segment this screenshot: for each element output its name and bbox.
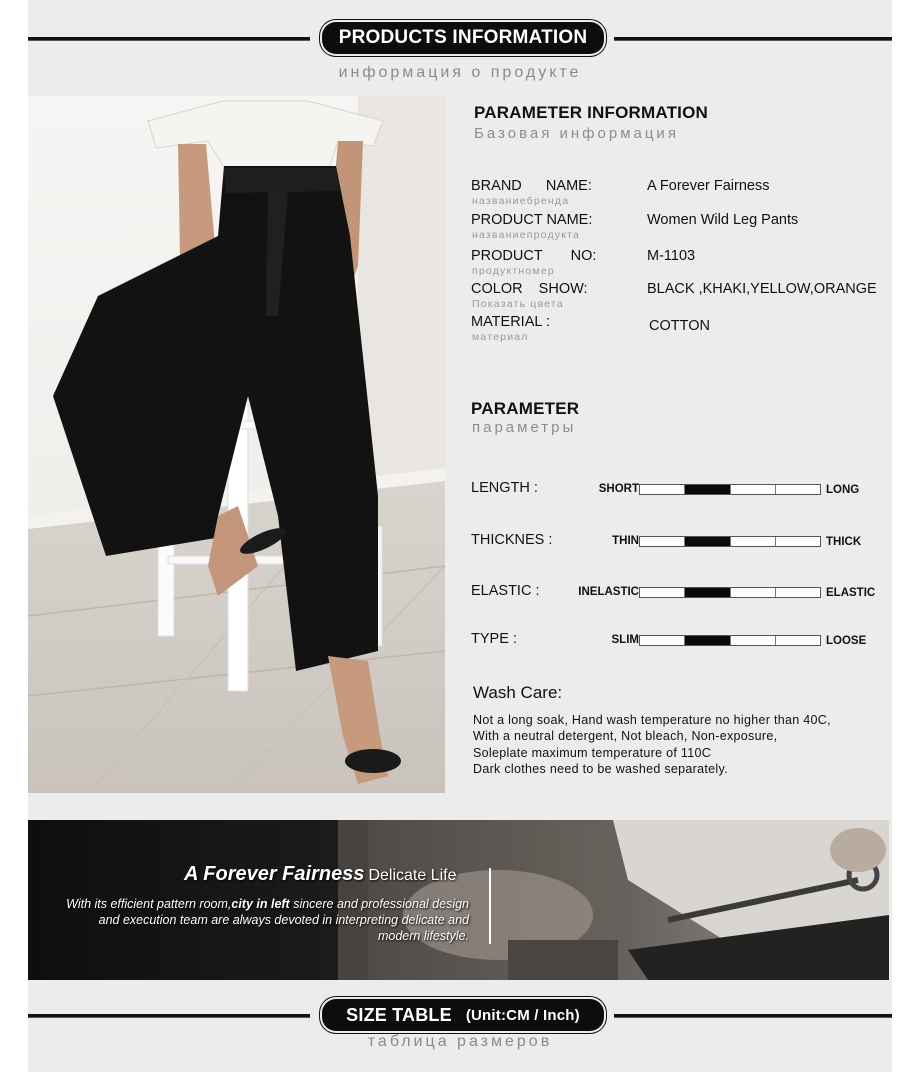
scale-bar <box>639 635 821 646</box>
info-value: COTTON <box>649 318 710 334</box>
scale-low-label: INELASTIC <box>578 586 639 598</box>
scale-label: TYPE : <box>471 631 517 647</box>
brand-description <box>29 896 469 944</box>
scale-segment <box>640 485 685 494</box>
info-sublabel: названиебренда <box>472 195 570 207</box>
scale-high-label: THICK <box>826 536 862 548</box>
wash-care-title: Wash Care: <box>473 683 563 702</box>
info-sublabel: продуктномер <box>472 265 555 277</box>
scale-segment <box>731 537 776 546</box>
scale-segment <box>776 537 820 546</box>
scale-low-label: THIN <box>612 535 639 547</box>
scale-high-label: LONG <box>826 484 860 496</box>
banner-rule-right <box>614 37 892 41</box>
brand-text: and execution team are always devoted in interpreting delicate and <box>98 913 469 927</box>
parameter-subtitle: параметры <box>472 419 577 436</box>
scale-label: THICKNES : <box>471 532 553 548</box>
section-title: PRODUCTS INFORMATION <box>322 22 604 54</box>
size-table-banner <box>28 997 892 1050</box>
wash-care-line: Soleplate maximum temperature of 110C <box>473 746 712 760</box>
scale-segment-filled <box>685 636 730 645</box>
info-value: BLACK ,KHAKI,YELLOW,ORANGE <box>647 281 877 297</box>
brand-text: With its efficient pattern room, <box>66 897 232 911</box>
banner-rule-left <box>28 37 310 41</box>
parameter-information-title: PARAMETER INFORMATION <box>474 103 708 122</box>
scale-segment <box>640 588 685 597</box>
brand-divider <box>489 868 491 944</box>
info-sublabel: материал <box>472 331 529 343</box>
info-value: M-1103 <box>647 248 696 264</box>
info-label: PRODUCT NAME: <box>471 212 593 228</box>
info-sublabel: Показать цвета <box>472 298 564 310</box>
scale-segment-filled <box>685 537 730 546</box>
scale-segment <box>776 588 820 597</box>
brand-banner <box>28 820 889 980</box>
scale-label: ELASTIC : <box>471 583 540 599</box>
banner-rule-left <box>28 1014 310 1018</box>
scale-segment-filled <box>685 588 730 597</box>
info-label: PRODUCT NO: <box>471 248 597 264</box>
scale-high-label: LOOSE <box>826 635 867 647</box>
scale-thickness <box>471 532 891 552</box>
product-photo <box>28 96 445 793</box>
size-table-unit: (Unit:CM / Inch) <box>465 1006 580 1024</box>
brand-headline <box>184 863 457 886</box>
scale-segment <box>776 636 820 645</box>
scale-segment <box>731 485 776 494</box>
banner-rule-right <box>614 1014 892 1018</box>
scale-label: LENGTH : <box>471 480 538 496</box>
info-sublabel: названиепродукта <box>472 229 581 241</box>
wash-care-line: Dark clothes need to be washed separately. <box>473 762 728 776</box>
info-label: MATERIAL : <box>471 314 550 330</box>
scale-bar <box>639 587 821 598</box>
section-subtitle: информация о продукте <box>338 64 582 81</box>
brand-text: modern lifestyle. <box>377 929 469 943</box>
scale-segment <box>776 485 820 494</box>
scale-low-label: SLIM <box>611 634 639 646</box>
scale-bar <box>639 484 821 495</box>
wash-care-line: Not a long soak, Hand wash temperature no higher than 40C, <box>473 713 831 727</box>
wash-care-line: With a neutral detergent, Not bleach, Non-exposure, <box>473 729 778 743</box>
scale-elastic <box>471 583 891 603</box>
brand-tagline: Delicate Life <box>368 867 457 884</box>
scale-segment <box>731 636 776 645</box>
info-value: A Forever Fairness <box>647 178 770 194</box>
parameter-information-subtitle: Базовая информация <box>474 125 679 142</box>
scale-segment-filled <box>685 485 730 494</box>
scale-low-label: SHORT <box>598 483 639 495</box>
size-table-subtitle: таблица размеров <box>367 1033 553 1050</box>
size-table-title <box>322 999 604 1031</box>
scale-bar <box>639 536 821 547</box>
scale-length <box>471 480 891 500</box>
brand-name: A Forever Fairness <box>184 863 365 885</box>
products-information-banner <box>28 20 892 81</box>
scale-segment <box>640 537 685 546</box>
info-label: BRAND NAME: <box>471 178 592 194</box>
parameter-title: PARAMETER <box>471 399 580 418</box>
info-label: COLOR SHOW: <box>471 281 588 297</box>
scale-high-label: ELASTIC <box>826 587 876 599</box>
info-value: Women Wild Leg Pants <box>647 212 799 228</box>
brand-text-emphasis: city in left <box>231 897 290 911</box>
scale-segment <box>731 588 776 597</box>
size-table-label: SIZE TABLE <box>346 1004 452 1025</box>
scale-type <box>471 631 891 651</box>
scale-segment <box>640 636 685 645</box>
brand-text: sincere and professional design <box>289 897 469 911</box>
